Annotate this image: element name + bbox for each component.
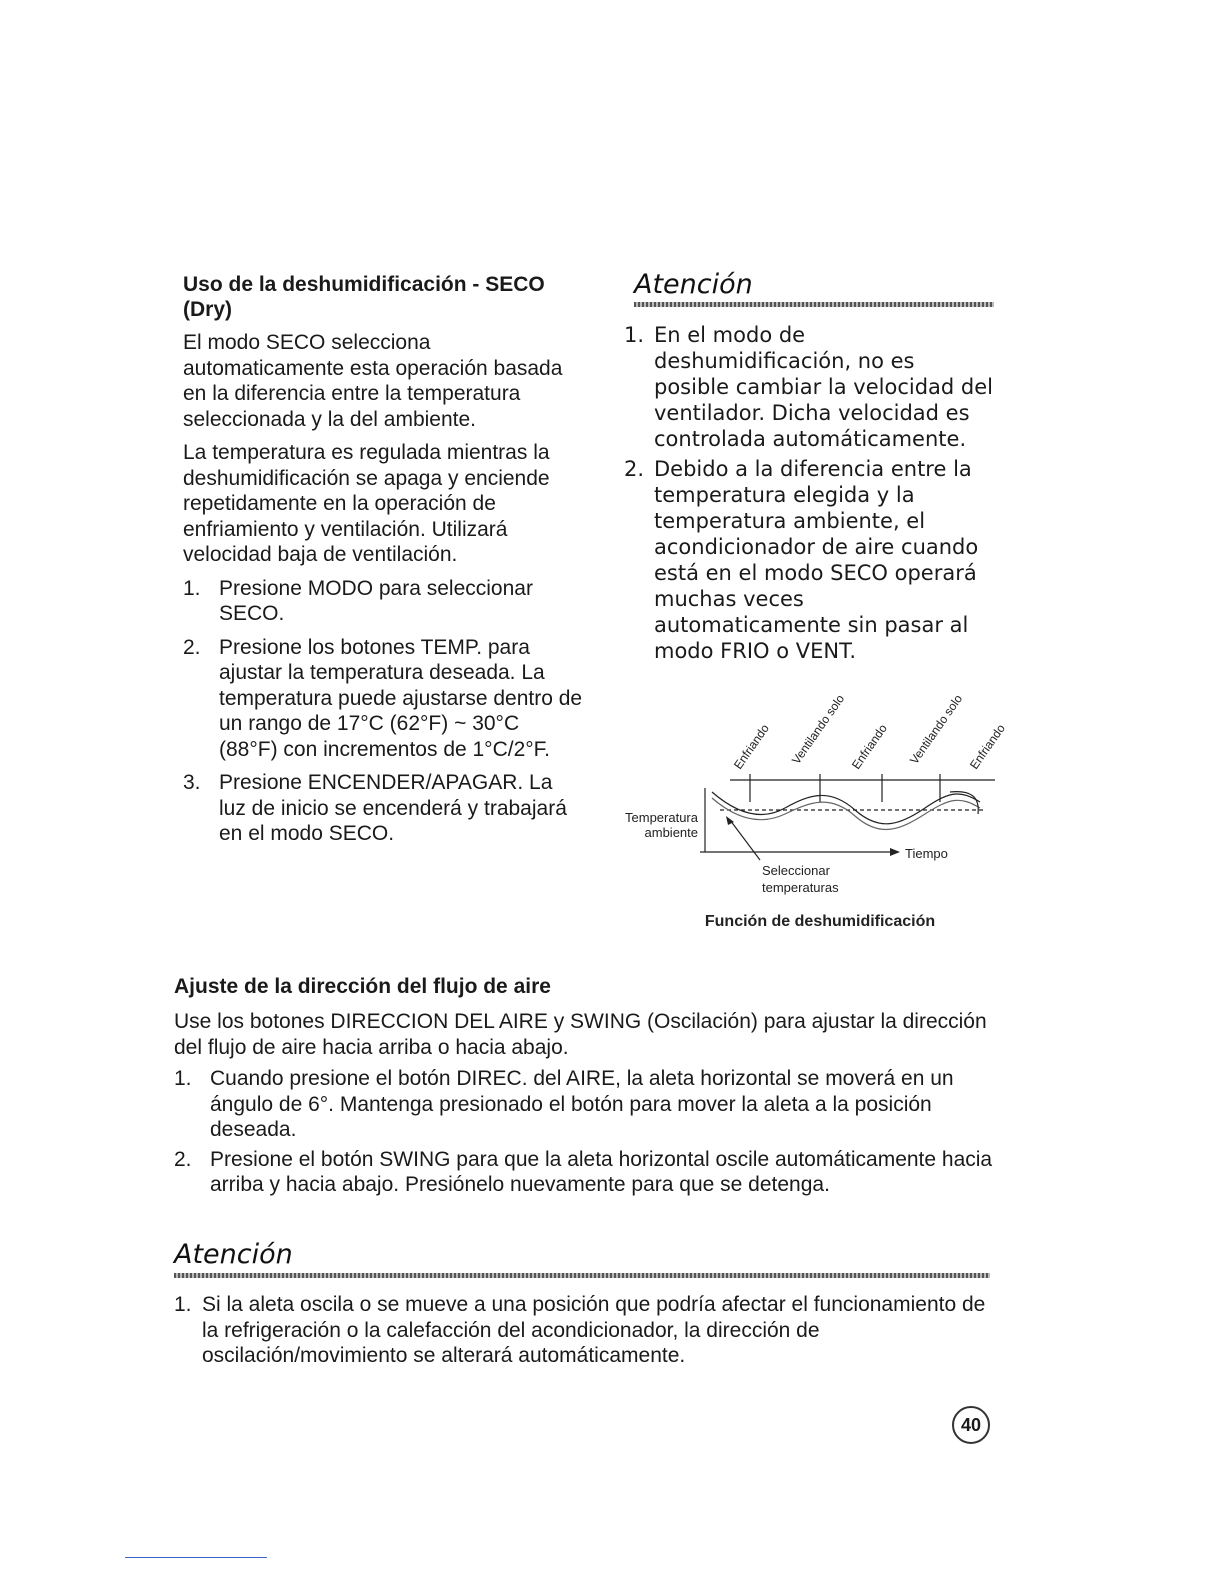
- list-item: 2. Presione los botones TEMP. para ajustar la temperatura deseada. La temperatura puede ajustarse dentro de un rango de 17°C (62°F) ~ 30°C (88°F) con incrementos de 1°C/2°F.: [183, 635, 583, 761]
- x-axis-arrowhead: [890, 848, 900, 856]
- dehumidification-diagram: [600, 670, 1020, 940]
- list-item: 1. Presione MODO para seleccionar SECO.: [183, 576, 533, 625]
- list-item: 2. Debido a la diferencia entre la temperatura elegida y la temperatura ambiente, el acondicionador de aire cuando está en el modo SECO operará muchas veces automaticamente sin pasar al modo FRIO o VENT.: [624, 457, 979, 663]
- select-label-line1: Seleccionar: [762, 863, 830, 878]
- select-pointer: [730, 820, 760, 860]
- airflow-section: [174, 974, 1004, 1206]
- diagram-caption: Función de deshumidificación: [704, 913, 936, 930]
- dry-mode-heading: Uso de la deshumidificación - SECO (Dry): [183, 273, 545, 321]
- list-item: 1. Cuando presione el botón DIREC. del AIRE, la aleta horizontal se moverá en un ángulo de 6°. Mantenga presionado el botón para mover la aleta a la posición deseada.: [174, 1067, 954, 1141]
- dry-mode-steps: [183, 576, 583, 847]
- airflow-heading: Ajuste de la dirección del flujo de aire: [174, 975, 551, 998]
- attention-title-top: Atención: [634, 269, 753, 300]
- attention-list-bottom: [174, 1292, 994, 1377]
- footer-line: [125, 1557, 267, 1558]
- phase-label: Enfriando: [966, 721, 1008, 772]
- phase-label: Enfriando: [730, 721, 772, 772]
- y-label-line2: ambiente: [644, 825, 698, 840]
- dry-mode-paragraph-2: La temperatura es regulada mientras la deshumidificación se apaga y enciende repetidamente en la operación de enfriamiento y ventilación. Utilizará velocidad baja de ventilación.: [183, 441, 550, 566]
- phase-label: Enfriando: [848, 721, 890, 772]
- select-label-line2: temperaturas: [762, 880, 839, 895]
- dry-mode-section: [183, 272, 583, 855]
- dry-mode-paragraph-1: El modo SECO selecciona automaticamente esta operación basada en la diferencia entre la temperatura seleccionada y la del ambiente.: [183, 331, 563, 431]
- x-axis-label: Tiempo: [905, 846, 948, 861]
- airflow-steps: [174, 1066, 1004, 1198]
- attention-rule-top: [634, 302, 994, 307]
- airflow-intro: Use los botones DIRECCION DEL AIRE y SWING (Oscilación) para ajustar la dirección del flujo de aire hacia arriba o hacia abajo.: [174, 1010, 987, 1059]
- phase-label: Ventilando solo: [906, 692, 966, 767]
- attention-rule-bottom: [174, 1273, 990, 1278]
- phase-label: Ventilando solo: [788, 692, 848, 767]
- list-item: 3. Presione ENCENDER/APAGAR. La luz de inicio se encenderá y trabajará en el modo SECO.: [183, 771, 567, 845]
- list-item: 2. Presione el botón SWING para que la aleta horizontal oscile automáticamente hacia arriba y hacia abajo. Presiónelo nuevamente para que se detenga.: [174, 1147, 993, 1196]
- page-number: 40: [952, 1406, 990, 1444]
- attention-list-top: [624, 322, 994, 672]
- attention-title-bottom: Atención: [174, 1239, 293, 1270]
- list-item: 1. En el modo de deshumidificación, no es posible cambiar la velocidad del ventilador. Dicha velocidad es controlada automáticamente.: [624, 323, 994, 451]
- list-item: 1. Si la aleta oscila o se mueve a una posición que podría afectar el funcionamiento de la refrigeración o la calefacción del acondicionador, la dirección de oscilación/movimiento se alterará automáticamente.: [174, 1293, 986, 1367]
- y-label-line1: Temperatura: [625, 810, 698, 825]
